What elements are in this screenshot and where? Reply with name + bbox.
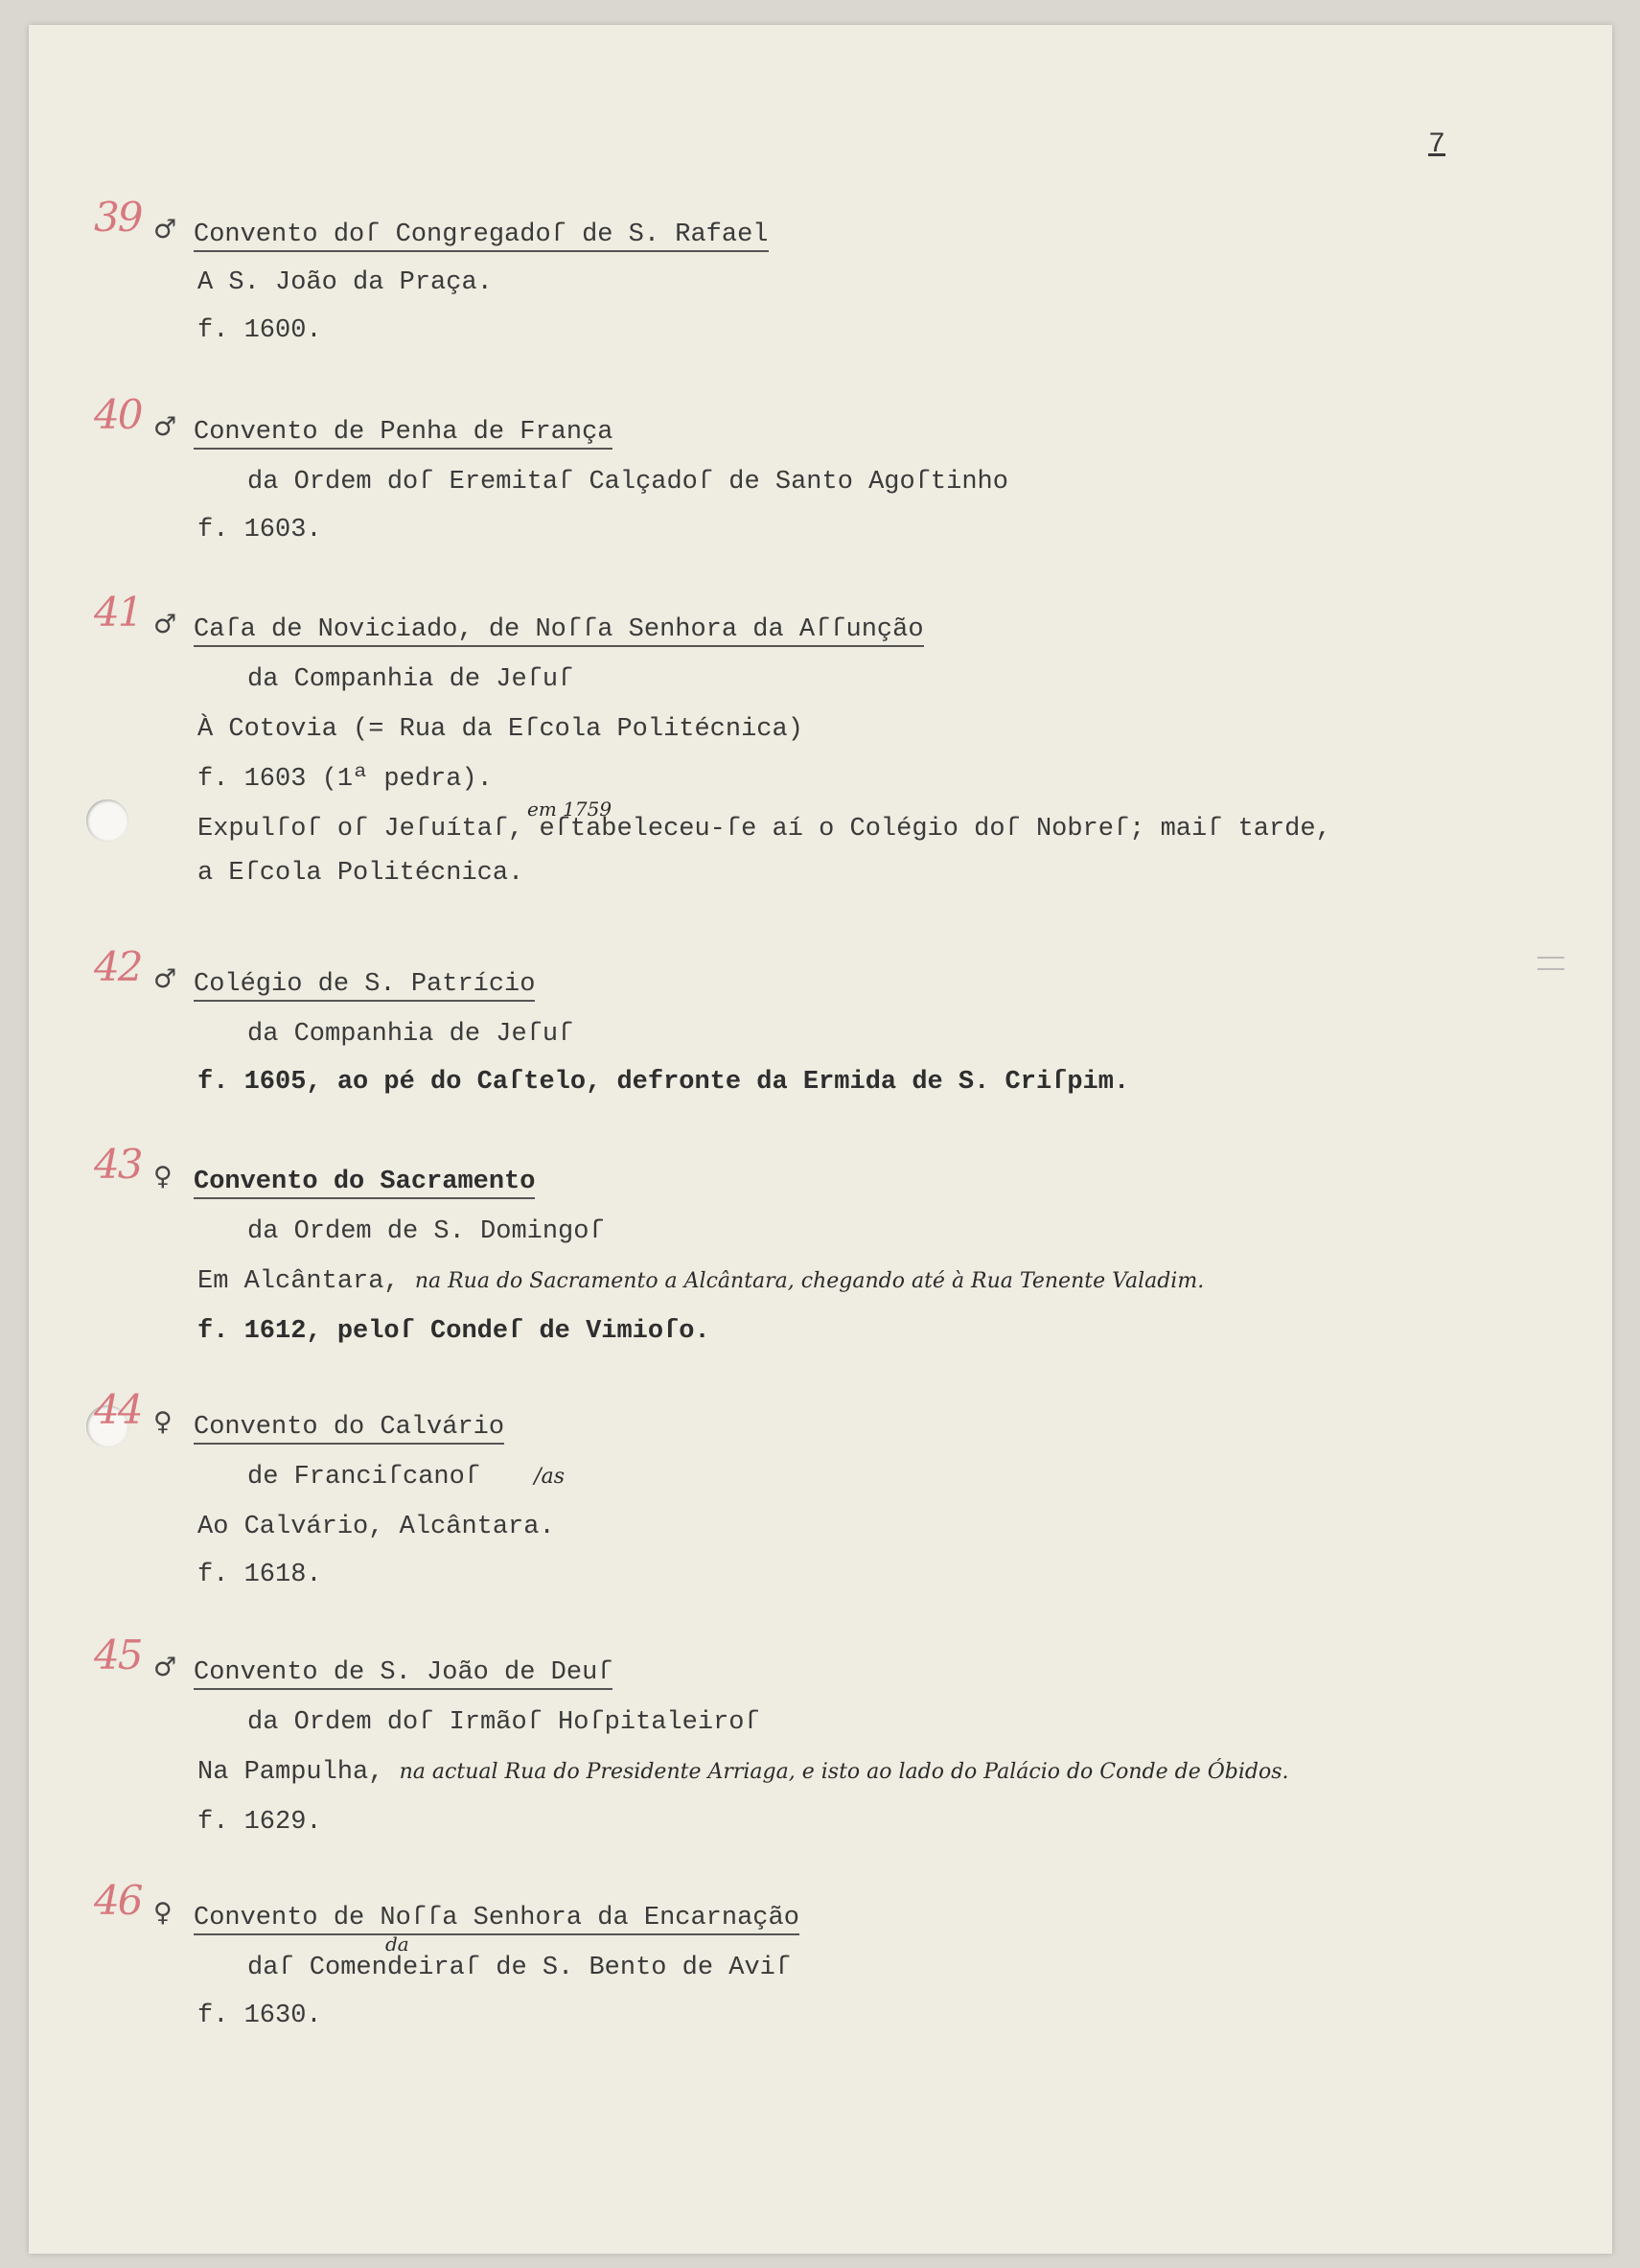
entry-line: f. 1605, ao pé do Caſtelo, defronte da Ermida de S. Criſpim. bbox=[197, 1068, 1130, 1097]
handwritten-insertion: em 1759 bbox=[527, 798, 612, 821]
handwritten-insertion: da bbox=[385, 1932, 409, 1956]
entry-line: f. 1629. bbox=[197, 1808, 322, 1837]
entry-number: 40 bbox=[94, 391, 142, 438]
entry-line: f. 1603. bbox=[197, 516, 322, 544]
entry-line: da Ordem de S. Domingoſ bbox=[247, 1217, 605, 1246]
entry-line-with-note bbox=[197, 1758, 1289, 1787]
entry-title: Caſa de Noviciado, de Noſſa Senhora da Aſſunção bbox=[194, 615, 924, 647]
entry-title: Convento de Noſſa Senhora da Encarnação bbox=[194, 1904, 799, 1935]
female-symbol-icon: ♀ bbox=[153, 1407, 173, 1437]
entry-line: f. 1612, peloſ Condeſ de Vimioſo. bbox=[197, 1317, 710, 1346]
punch-hole bbox=[86, 799, 128, 842]
entry-line: da Companhia de Jeſuſ bbox=[247, 1020, 574, 1049]
entry-number: 44 bbox=[94, 1386, 142, 1433]
entry-title: Convento de S. João de Deuſ bbox=[194, 1658, 612, 1690]
male-symbol-icon: ♂ bbox=[153, 215, 177, 244]
entry-line: da Companhia de Jeſuſ bbox=[247, 665, 574, 694]
document-page bbox=[29, 25, 1612, 2254]
male-symbol-icon: ♂ bbox=[153, 964, 177, 994]
entry-number: 43 bbox=[94, 1141, 142, 1188]
male-symbol-icon: ♂ bbox=[153, 610, 177, 639]
entry-number: 42 bbox=[94, 943, 142, 990]
entry-title: Colégio de S. Patrício bbox=[194, 970, 535, 1002]
entry-line: Expulſoſ oſ Jeſuítaſ, eſtabeleceu-ſe aí o Colégio doſ Nobreſ; maiſ tarde, bbox=[197, 815, 1331, 844]
entry-number: 39 bbox=[94, 194, 142, 241]
entry-line-with-note bbox=[197, 1267, 1204, 1296]
handwritten-note: na Rua do Sacramento a Alcântara, chegando até à Rua Tenente Valadim. bbox=[414, 1269, 1205, 1293]
handwritten-note: na actual Rua do Presidente Arriaga, e isto ao lado do Palácio do Conde de Óbidos. bbox=[399, 1760, 1289, 1784]
entry-line: f. 1618. bbox=[197, 1561, 322, 1589]
male-symbol-icon: ♂ bbox=[153, 412, 177, 442]
entry-line: a Eſcola Politécnica. bbox=[197, 859, 524, 888]
female-symbol-icon: ♀ bbox=[153, 1898, 173, 1928]
entry-line: Ao Calvário, Alcântara. bbox=[197, 1513, 555, 1541]
entry-title: Convento do Sacramento bbox=[194, 1168, 535, 1199]
entry-number: 46 bbox=[94, 1877, 142, 1924]
entry-number: 41 bbox=[94, 589, 142, 636]
entry-line: f. 1630. bbox=[197, 2002, 322, 2030]
entry-line-with-note bbox=[247, 1463, 565, 1492]
entry-title: Convento doſ Congregadoſ de S. Rafael bbox=[194, 220, 769, 252]
entry-line: de Franciſcanoſ bbox=[247, 1463, 481, 1492]
margin-mark bbox=[1537, 968, 1564, 970]
entry-line: f. 1603 (1ª pedra). bbox=[197, 765, 493, 794]
entry-line: A S. João da Praça. bbox=[197, 268, 493, 297]
male-symbol-icon: ♂ bbox=[153, 1653, 177, 1682]
entry-line: f. 1600. bbox=[197, 316, 322, 345]
handwritten-note: /as bbox=[534, 1465, 566, 1489]
entry-line: da Ordem doſ Irmãoſ Hoſpitaleiroſ bbox=[247, 1708, 760, 1737]
entry-title: Convento de Penha de França bbox=[194, 418, 612, 450]
entry-line: daſ Comendeiraſ de S. Bento de Aviſ bbox=[247, 1954, 792, 1982]
entry-line: Em Alcântara, bbox=[197, 1267, 400, 1296]
entry-line: Na Pampulha, bbox=[197, 1758, 384, 1787]
entry-number: 45 bbox=[94, 1632, 142, 1678]
entry-line: da Ordem doſ Eremitaſ Calçadoſ de Santo Agoſtinho bbox=[247, 468, 1008, 497]
female-symbol-icon: ♀ bbox=[153, 1162, 173, 1192]
entry-line: À Cotovia (= Rua da Eſcola Politécnica) bbox=[197, 715, 803, 744]
page-number: 7 bbox=[1428, 128, 1446, 161]
margin-mark bbox=[1537, 957, 1564, 959]
entry-title: Convento do Calvário bbox=[194, 1413, 504, 1445]
